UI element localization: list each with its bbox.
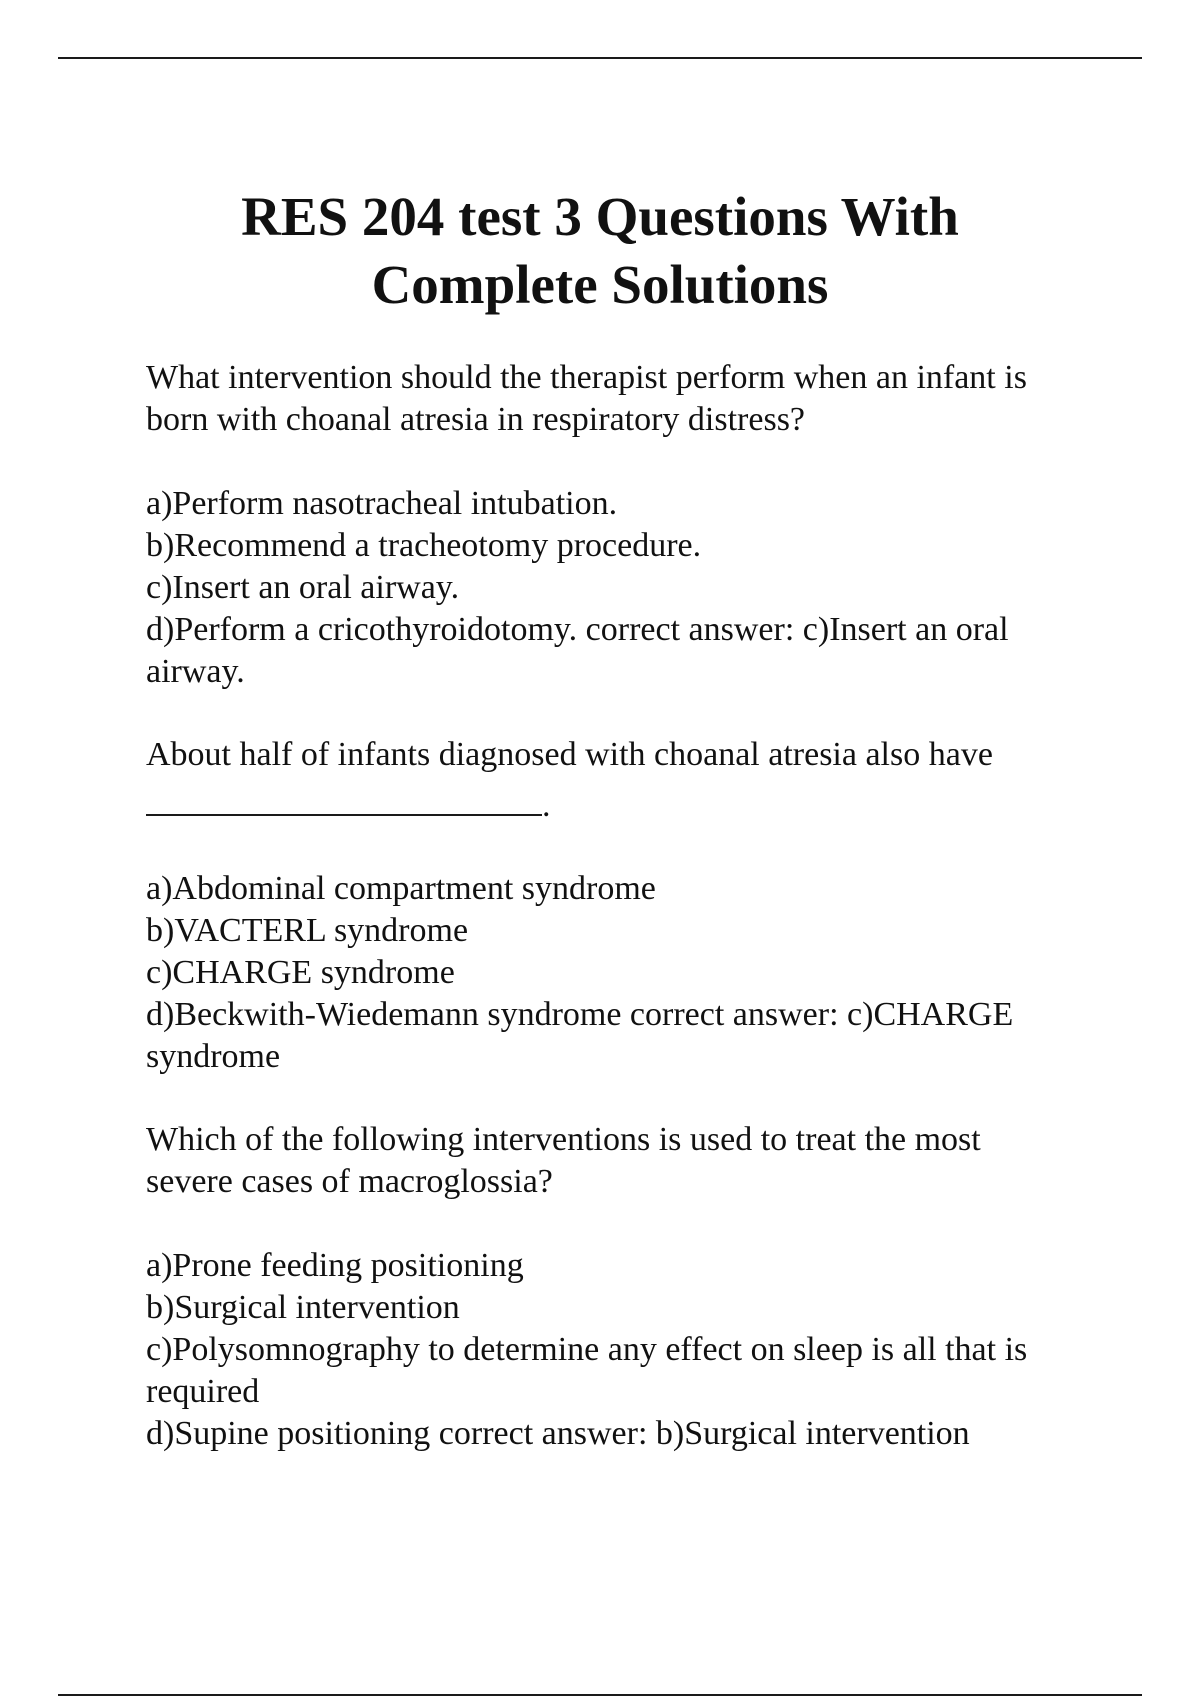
footer-rule <box>58 1694 1142 1696</box>
question-line: About half of infants diagnosed with choanal atresia also have <box>146 736 993 773</box>
answer-option: d)Supine positioning correct answer: b)Surgical intervention <box>146 1415 970 1452</box>
answer-option: d)Beckwith-Wiedemann syndrome correct answer: c)CHARGE <box>146 996 1014 1033</box>
question-block-1 <box>146 357 1106 693</box>
answer-option: c)CHARGE syndrome <box>146 954 455 991</box>
answer-options <box>146 483 1106 693</box>
question-line: born with choanal atresia in respiratory distress? <box>146 401 806 438</box>
answer-option: a)Abdominal compartment syndrome <box>146 870 656 907</box>
answer-option: c)Polysomnography to determine any effect on sleep is all that is <box>146 1331 1028 1368</box>
question-block-2 <box>146 734 1106 1078</box>
answer-option: required <box>146 1373 260 1410</box>
fill-in-blank <box>146 784 1106 826</box>
document-title <box>0 183 1200 319</box>
question-list <box>146 357 1106 1496</box>
answer-option: a)Perform nasotracheal intubation. <box>146 485 618 522</box>
answer-option: b)VACTERL syndrome <box>146 912 469 949</box>
blank-period: . <box>542 787 551 824</box>
question-text <box>146 357 1106 441</box>
question-text <box>146 734 1106 826</box>
answer-option: airway. <box>146 653 245 690</box>
answer-option: syndrome <box>146 1038 281 1075</box>
question-block-3 <box>146 1119 1106 1455</box>
header-rule <box>58 57 1142 59</box>
question-line: severe cases of macroglossia? <box>146 1163 553 1200</box>
answer-option: d)Perform a cricothyroidotomy. correct answer: c)Insert an oral <box>146 611 1009 648</box>
answer-option: a)Prone feeding positioning <box>146 1247 524 1284</box>
title-line-1: RES 204 test 3 Questions With <box>241 186 959 247</box>
answer-option: c)Insert an oral airway. <box>146 569 460 606</box>
answer-option: b)Recommend a tracheotomy procedure. <box>146 527 702 564</box>
question-text <box>146 1119 1106 1203</box>
question-line: Which of the following interventions is used to treat the most <box>146 1121 981 1158</box>
question-line: What intervention should the therapist perform when an infant is <box>146 359 1027 396</box>
blank-underline <box>146 784 542 816</box>
answer-option: b)Surgical intervention <box>146 1289 460 1326</box>
answer-options <box>146 1245 1106 1455</box>
title-line-2: Complete Solutions <box>371 254 829 315</box>
answer-options <box>146 868 1106 1078</box>
